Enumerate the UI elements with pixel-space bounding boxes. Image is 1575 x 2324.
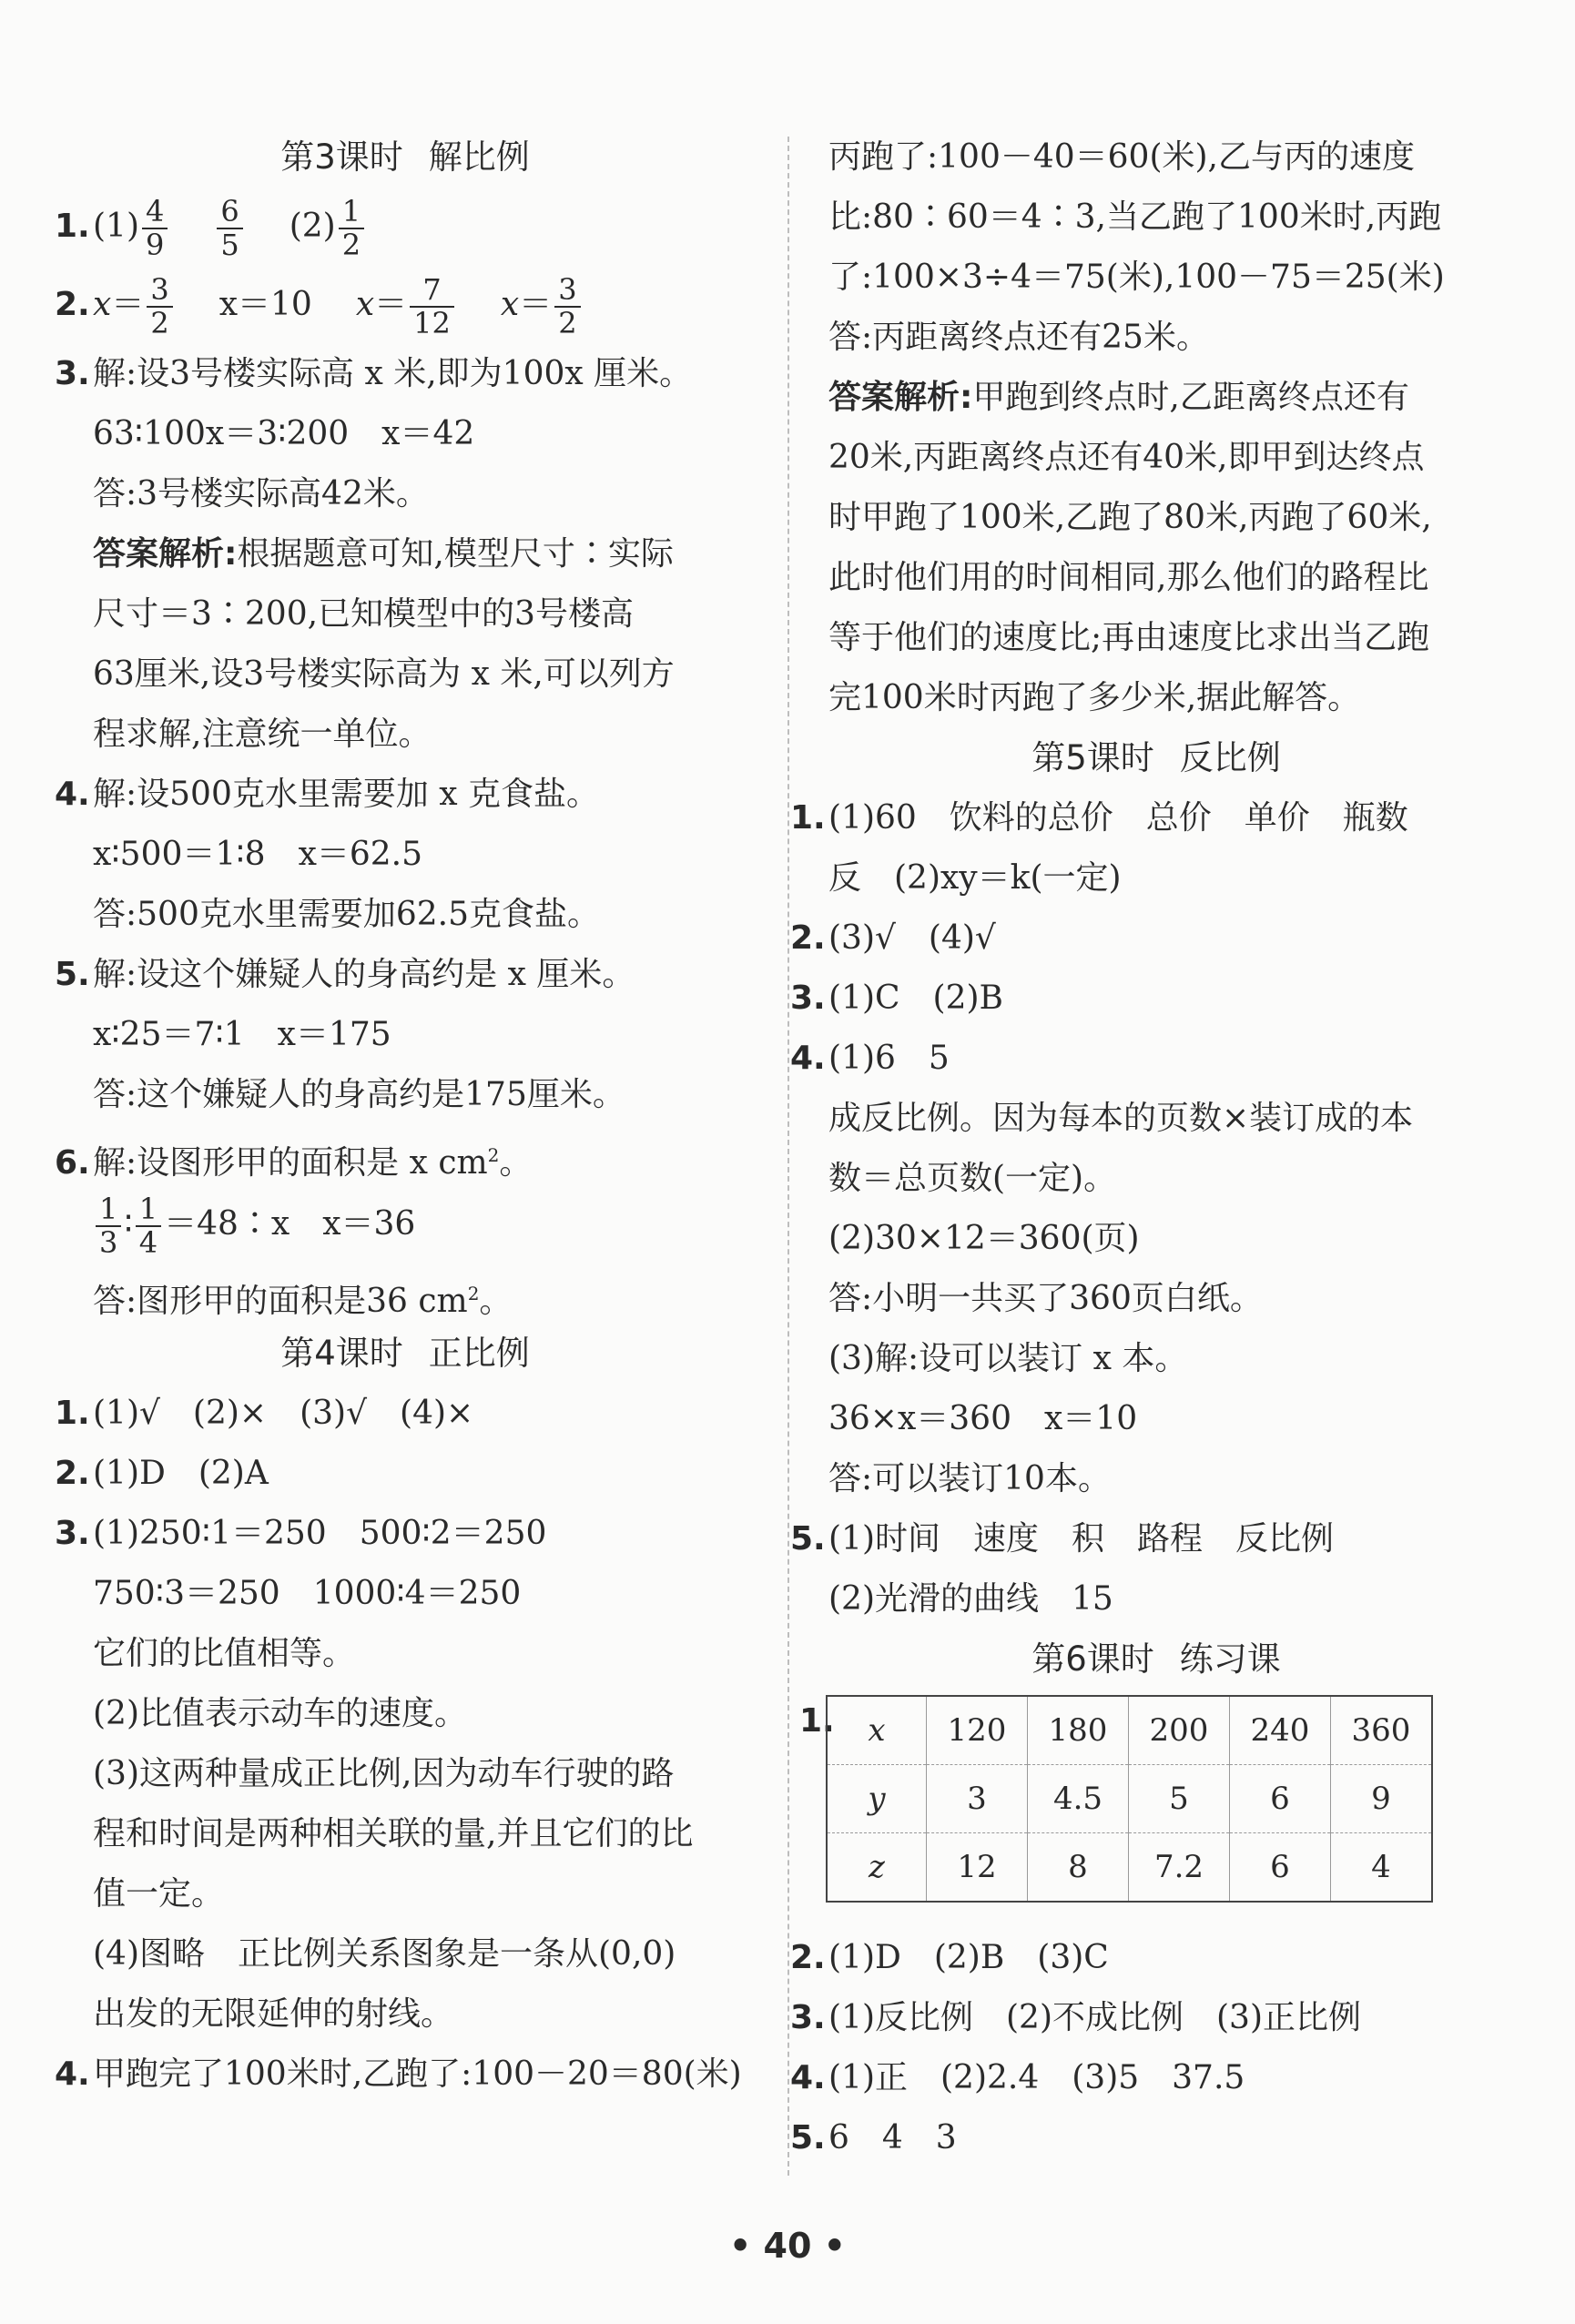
table-cell: 6 <box>1230 1765 1331 1833</box>
left-column <box>55 127 756 2105</box>
p-answer-1: 1.(1)√ (2)× (3)√ (4)× <box>55 1395 474 1432</box>
table-cell: 240 <box>1230 1696 1331 1765</box>
section-title-lesson-3: 第3课时 解比例 <box>280 137 530 177</box>
answer-table-wrap <box>799 1695 1484 1928</box>
p-answer-3-line: 出发的无限延伸的射线。 <box>93 1995 454 2033</box>
r-answer-5: 5.(1)时间 速度 积 路程 反比例 <box>790 1520 1334 1558</box>
table-cell: 4.5 <box>1028 1765 1129 1833</box>
answer-6-line-1: 6.解:设图形甲的面积是 x $cm^2$。 <box>55 1144 533 1182</box>
p-answer-3-line: (3)这两种量成正比例,因为动车行驶的路 <box>93 1755 675 1792</box>
t-answer-3: 3.(1)反比例 (2)不成比例 (3)正比例 <box>790 1999 1361 2036</box>
analysis-line: 20米,丙距离终点还有40米,即甲到达终点 <box>828 439 1425 476</box>
analysis-line: 等于他们的速度比;再由速度比求出当乙跑 <box>828 619 1430 656</box>
answer-table <box>826 1695 1433 1903</box>
r-answer-4-line: 36×x＝360 x＝10 <box>828 1400 1138 1437</box>
answer-6-line-3: 答:图形甲的面积是36 $cm^2$。 <box>93 1283 513 1320</box>
answer-3-line-2: 63∶100x＝3∶200 x＝42 <box>93 415 475 452</box>
t-answer-5: 5.6 4 3 <box>790 2119 957 2157</box>
table-cell: 5 <box>1129 1765 1230 1833</box>
r-answer-4-line: 成反比例。因为每本的页数×装订成的本 <box>828 1100 1414 1137</box>
page-number: • 40 • <box>729 2226 846 2266</box>
section-title-lesson-5: 第5课时 反比例 <box>1031 738 1281 777</box>
analysis-line: 时甲跑了100米,乙跑了80米,丙跑了60米, <box>828 499 1432 536</box>
answer-4-line-1: 4.解:设500克水里需要加 x 克食盐。 <box>55 776 600 813</box>
p-answer-4-cont: 答:丙距离终点还有25米。 <box>828 319 1209 356</box>
p-answer-3-line: (2)比值表示动车的速度。 <box>93 1695 467 1732</box>
answer-3-analysis: 答案解析:根据题意可知,模型尺寸∶实际 <box>93 535 674 573</box>
answer-5-line-3: 答:这个嫌疑人的身高约是175厘米。 <box>93 1076 625 1113</box>
table-cell: y <box>827 1765 927 1833</box>
r-answer-1: 1.(1)60 饮料的总价 总价 单价 瓶数 <box>790 799 1408 837</box>
answer-5-line-1: 5.解:设这个嫌疑人的身高约是 x 厘米。 <box>55 956 635 993</box>
answer-1: 1.(1) $\frac{4}{9}$ $\frac{6}{5}$ (2) $\frac{1}{2}$ <box>55 188 756 266</box>
table-cell: 6 <box>1230 1833 1331 1903</box>
fraction: $\frac{6}{5}$ <box>217 196 242 260</box>
p-answer-3-line-1: 3.(1)250∶1＝250 500∶2＝250 <box>55 1515 547 1552</box>
fraction: $\frac{4}{9}$ <box>142 196 168 260</box>
t-answer-2: 2.(1)D (2)B (3)C <box>790 1939 1109 1976</box>
p-answer-3-line: 它们的比值相等。 <box>93 1635 356 1672</box>
table-cell: z <box>827 1833 927 1903</box>
p-answer-4-cont: 比:80∶60＝4∶3,当乙跑了100米时,丙跑 <box>828 198 1442 236</box>
answer-3-line-1: 3.解:设3号楼实际高 x 米,即为100x 厘米。 <box>55 355 693 392</box>
p-answer-4-cont: 丙跑了:100－40＝60(米),乙与丙的速度 <box>828 138 1415 176</box>
r-answer-4-line: (3)解:设可以装订 x 本。 <box>828 1340 1188 1377</box>
answer-3-line-3: 答:3号楼实际高42米。 <box>93 475 429 512</box>
p-answer-3-line: 750∶3＝250 1000∶4＝250 <box>93 1575 522 1612</box>
table-cell: 3 <box>927 1765 1028 1833</box>
r-answer-1-line-2: 反 (2)xy＝k(一定) <box>828 859 1122 897</box>
analysis-line: 63厘米,设3号楼实际高为 x 米,可以列方 <box>93 655 675 693</box>
r-answer-4-line: 数＝总页数(一定)。 <box>828 1160 1117 1197</box>
p-answer-3-line: 值一定。 <box>93 1875 225 1913</box>
table-row <box>827 1833 1432 1903</box>
table-cell: 360 <box>1331 1696 1433 1765</box>
analysis-line: 此时他们用的时间相同,那么他们的路程比 <box>828 559 1429 596</box>
table-question-number: 1. <box>799 1702 835 1740</box>
analysis-line: 程求解,注意统一单位。 <box>93 715 432 753</box>
fraction: $\frac{1}{2}$ <box>339 196 364 260</box>
table-cell: 120 <box>927 1696 1028 1765</box>
table-cell: x <box>827 1696 927 1765</box>
table-cell: 12 <box>927 1833 1028 1903</box>
table-cell: 8 <box>1028 1833 1129 1903</box>
p-answer-2: 2.(1)D (2)A <box>55 1455 269 1492</box>
table-cell: 9 <box>1331 1765 1433 1833</box>
section-title-lesson-4: 第4课时 正比例 <box>280 1334 530 1373</box>
r-answer-4-line: 答:可以装订10本。 <box>828 1460 1111 1497</box>
right-column <box>790 127 1484 2168</box>
table-cell: 180 <box>1028 1696 1129 1765</box>
r-answer-4: 4.(1)6 5 <box>790 1040 950 1077</box>
r-answer-4-line: 答:小明一共买了360页白纸。 <box>828 1280 1263 1317</box>
r-answer-3: 3.(1)C (2)B <box>790 979 1003 1017</box>
answer-4-line-2: x∶500＝1∶8 x＝62.5 <box>93 836 423 873</box>
r-answer-2: 2.(3)√ (4)√ <box>790 919 996 957</box>
answer-5-line-2: x∶25＝7∶1 x＝175 <box>93 1016 391 1053</box>
p-answer-3-line: 程和时间是两种相关联的量,并且它们的比 <box>93 1815 694 1852</box>
table-cell: 200 <box>1129 1696 1230 1765</box>
p-answer-3-line: (4)图略 正比例关系图象是一条从(0,0) <box>93 1935 676 1973</box>
answer-2: 2.x＝ $\frac{3}{2}$ x＝10 x＝ $\frac{7}{12}$ x＝ $\frac{3}{2}$ <box>55 266 756 344</box>
r-answer-5-line-2: (2)光滑的曲线 15 <box>828 1580 1113 1618</box>
t-answer-4: 4.(1)正 (2)2.4 (3)5 37.5 <box>790 2059 1245 2096</box>
table-row <box>827 1696 1432 1765</box>
analysis-line: 尺寸＝3∶200,已知模型中的3号楼高 <box>93 595 634 633</box>
p-answer-4-cont: 了:100×3÷4＝75(米),100－75＝25(米) <box>828 259 1445 296</box>
table-cell: 7.2 <box>1129 1833 1230 1903</box>
table-cell: 4 <box>1331 1833 1433 1903</box>
answer-4-line-3: 答:500克水里需要加62.5克食盐。 <box>93 896 600 933</box>
r-answer-4-line: (2)30×12＝360(页) <box>828 1220 1140 1257</box>
answer-6-line-2: $\frac{1}{3}$ ∶ $\frac{1}{4}$ ＝48∶x x＝36 <box>55 1185 756 1263</box>
column-divider <box>788 137 789 2176</box>
p-answer-4-line-1: 4.甲跑完了100米时,乙跑了:100－20＝80(米) <box>55 2055 742 2093</box>
p-answer-4-analysis: 答案解析:甲跑到终点时,乙距离终点还有 <box>828 379 1409 416</box>
section-title-lesson-6: 第6课时 练习课 <box>1031 1639 1281 1679</box>
analysis-line: 完100米时丙跑了多少米,据此解答。 <box>828 679 1361 716</box>
table-row <box>827 1765 1432 1833</box>
